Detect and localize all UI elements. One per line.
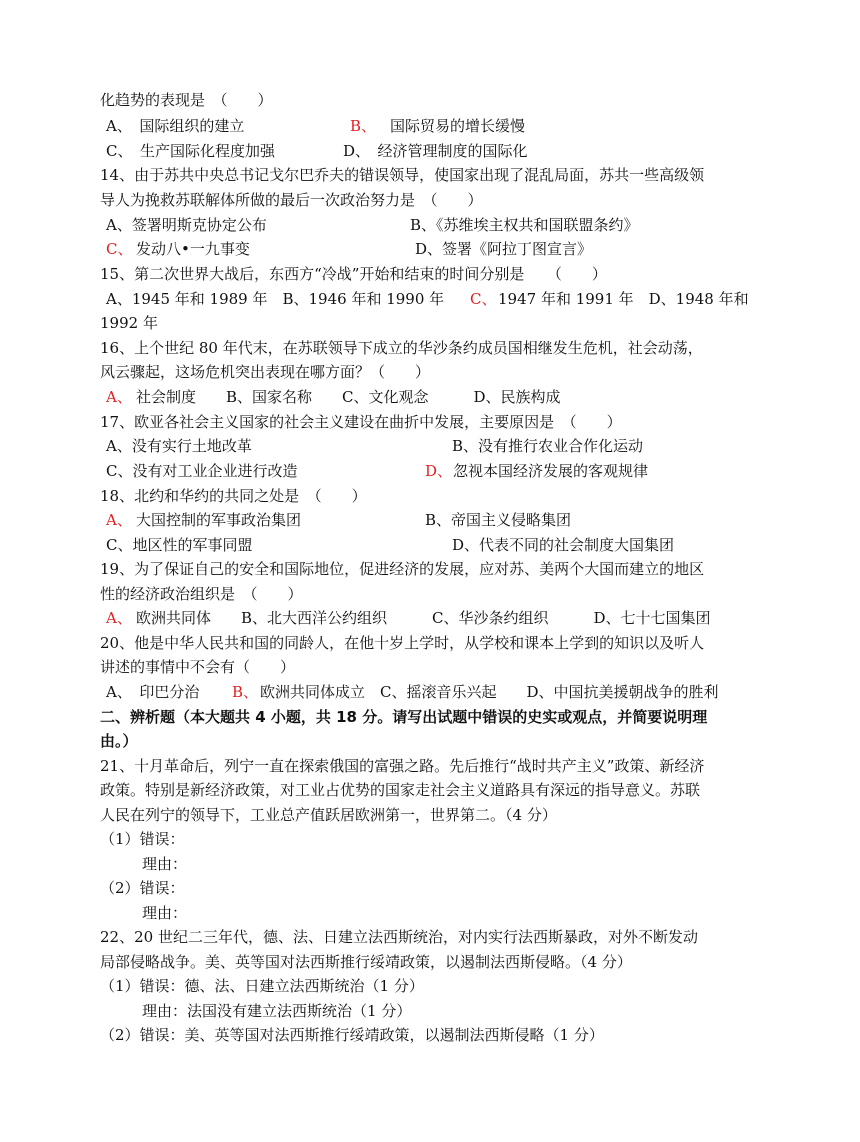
text-line [100, 287, 772, 311]
text-segment: 风云骤起，这场危机突出表现在哪方面？（ ） [100, 363, 431, 381]
text-segment: 17、欧亚各社会主义国家的社会主义建设在曲折中发展，主要原因是 （ ） [100, 413, 622, 431]
answer-marker: B、 [232, 683, 259, 701]
text-segment: （1）错误：德、法、日建立法西斯统治（1 分） [100, 977, 424, 995]
text-line [100, 410, 772, 434]
answer-marker: D、 [425, 462, 453, 480]
text-line [100, 262, 772, 286]
text-line [100, 434, 772, 458]
text-line [100, 950, 772, 974]
text-line [100, 114, 772, 138]
text-segment: A、签署明斯克协定公布 [106, 216, 267, 234]
text-segment: C、没有对工业企业进行改造 [106, 462, 298, 480]
text-segment: 人民在列宁的领导下，工业总产值跃居欧洲第一，世界第二。（4 分） [100, 806, 557, 824]
text-line [100, 754, 772, 778]
text-segment: A、 国际组织的建立 [106, 117, 245, 135]
text-line [100, 385, 772, 409]
text-segment: C、 生产国际化程度加强 [106, 142, 275, 160]
answer-marker: C、 [106, 240, 133, 258]
text-segment: D、 经济管理制度的国际化 [343, 142, 528, 160]
text-line [100, 606, 772, 630]
text-segment: 化趋势的表现是 （ ） [100, 91, 273, 109]
text-segment: 理由： [142, 904, 188, 922]
text-segment: B、没有推行农业合作化运动 [452, 437, 644, 455]
answer-marker: B、 [350, 117, 377, 135]
text-segment: 1992 年 [100, 314, 158, 332]
text-line [100, 88, 772, 112]
text-segment: （2）错误： [100, 879, 185, 897]
text-segment: 二、辨析题（本大题共 4 小题，共 18 分。请写出试题中错误的史实或观点，并简要说明理 [100, 708, 708, 726]
text-segment: 理由：法国没有建立法西斯统治（1 分） [142, 1002, 412, 1020]
text-segment: B、《苏维埃主权共和国联盟条约》 [410, 216, 639, 234]
text-line [100, 557, 772, 581]
text-line [100, 582, 772, 606]
text-line [100, 311, 772, 335]
text-segment: 大国控制的军事政治集团 [136, 511, 302, 529]
text-line [100, 852, 772, 876]
text-line [100, 533, 772, 557]
text-segment: A、1945 年和 1989 年 B、1946 年和 1990 年 [106, 290, 445, 308]
answer-marker: A、 [106, 609, 132, 627]
text-segment: 1947 年和 1991 年 D、1948 年和 [498, 290, 749, 308]
text-segment: 20、他是中华人民共和国的同龄人，在他十岁上学时，从学校和课本上学到的知识以及听人 [100, 634, 705, 652]
text-segment: 15、第二次世界大战后，东西方“冷战”开始和结束的时间分别是 （ ） [100, 265, 607, 283]
text-line [100, 655, 772, 679]
text-line [100, 508, 772, 532]
text-segment: B、帝国主义侵略集团 [425, 511, 572, 529]
text-segment: 理由： [142, 855, 188, 873]
answer-marker: A、 [106, 511, 132, 529]
text-line [100, 778, 772, 802]
text-line [100, 631, 772, 655]
text-segment: （1）错误： [100, 830, 185, 848]
text-segment: 18、北约和华约的共同之处是 （ ） [100, 487, 367, 505]
answer-marker: A、 [106, 388, 132, 406]
text-segment: C、地区性的军事同盟 [106, 536, 253, 554]
text-segment: 欧洲共同体 B、北大西洋公约组织 C、华沙条约组织 D、七十七国集团 [136, 609, 711, 627]
text-segment: 导人为挽救苏联解体所做的最后一次政治努力是 （ ） [100, 191, 483, 209]
text-segment: 由。） [100, 732, 138, 750]
text-segment: 22、20 世纪二三年代，德、法、日建立法西斯统治，对内实行法西斯暴政，对外不断发动 [100, 928, 698, 946]
section-heading-line [100, 705, 772, 729]
text-segment: A、 印巴分治 [106, 683, 200, 701]
text-segment: 局部侵略战争。美、英等国对法西斯推行绥靖政策，以遏制法西斯侵略。（4 分） [100, 953, 632, 971]
text-segment: A、没有实行土地改革 [106, 437, 252, 455]
text-line [100, 336, 772, 360]
text-line [100, 925, 772, 949]
text-segment: （2）错误：美、英等国对法西斯推行绥靖政策，以遏制法西斯侵略（1 分） [100, 1026, 604, 1044]
answer-marker: C、 [470, 290, 497, 308]
text-segment: 欧洲共同体成立 C、摇滚音乐兴起 D、中国抗美援朝战争的胜利 [260, 683, 719, 701]
text-segment: 忽视本国经济发展的客观规律 [453, 462, 649, 480]
text-line [100, 803, 772, 827]
text-segment: D、签署《阿拉丁图宣言》 [415, 240, 593, 258]
text-line [100, 163, 772, 187]
text-segment: 社会制度 B、国家名称 C、文化观念 D、民族构成 [136, 388, 561, 406]
text-line [100, 237, 772, 261]
text-line [100, 139, 772, 163]
text-line [100, 827, 772, 851]
text-segment: 讲述的事情中不会有（ ） [100, 658, 296, 676]
text-segment: 国际贸易的增长缓慢 [390, 117, 526, 135]
text-segment: 16、上个世纪 80 年代末，在苏联领导下成立的华沙条约成员国相继发生危机，社会动荡， [100, 339, 703, 357]
text-segment: 性的经济政治组织是 （ ） [100, 585, 303, 603]
text-line [100, 1023, 772, 1047]
text-segment: 发动八•一九事变 [136, 240, 250, 258]
text-segment: 21、十月革命后，列宁一直在探索俄国的富强之路。先后推行“战时共产主义”政策、新经济 [100, 757, 705, 775]
text-line [100, 901, 772, 925]
text-line [100, 876, 772, 900]
text-line [100, 974, 772, 998]
text-segment: 19、为了保证自己的安全和国际地位，促进经济的发展，应对苏、美两个大国而建立的地区 [100, 560, 705, 578]
text-line [100, 680, 772, 704]
text-line [100, 999, 772, 1023]
text-line [100, 459, 772, 483]
text-segment: 政策。特别是新经济政策，对工业占优势的国家走社会主义道路具有深远的指导意义。苏联 [100, 781, 701, 799]
text-line [100, 484, 772, 508]
text-line [100, 360, 772, 384]
text-line [100, 188, 772, 212]
text-segment: D、代表不同的社会制度大国集团 [452, 536, 675, 554]
text-line [100, 213, 772, 237]
section-heading-line [100, 729, 772, 753]
text-segment: 14、由于苏共中央总书记戈尔巴乔夫的错误领导，使国家出现了混乱局面，苏共一些高级领 [100, 166, 705, 184]
